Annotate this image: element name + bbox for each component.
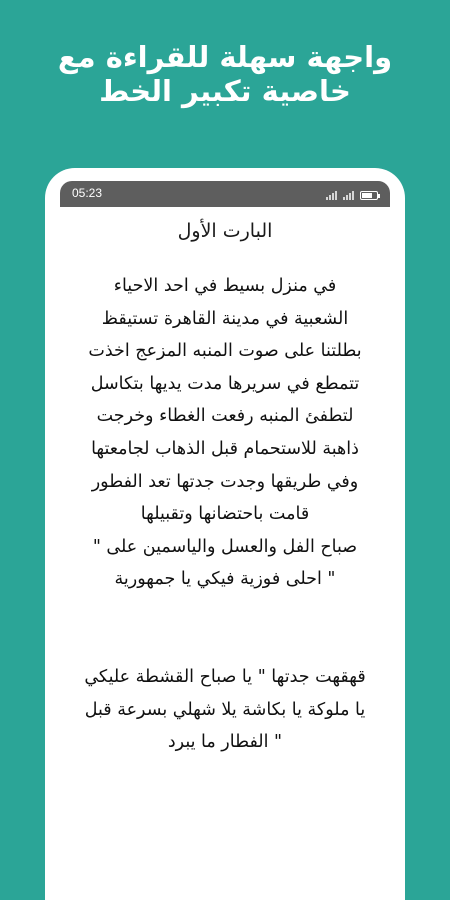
- story-line: الشعبية في مدينة القاهرة تستيقظ: [101, 308, 349, 329]
- status-time: 05:23: [72, 186, 103, 200]
- story-line: بطلتنا على صوت المنبه المزعج اخذت: [88, 341, 362, 362]
- story-line: في منزل بسيط في احد الاحياء: [113, 276, 337, 296]
- story-line: تتمطع في سريرها مدت يديها بتكاسل: [90, 373, 360, 394]
- status-icons: [326, 189, 378, 200]
- story-line: قامت باحتضانها وتقبيلها: [140, 504, 310, 525]
- story-line: ذاهبة للاستحمام قبل الذهاب لجامعتها: [91, 438, 359, 459]
- promo-title-line-1: واجهة سهلة للقراءة مع: [57, 40, 393, 74]
- story-line: يا ملوكة يا بكاشة يلا شهلي بسرعة قبل: [84, 699, 366, 720]
- story-line: " احلى فوزية فيكي يا جمهورية: [114, 569, 336, 590]
- battery-icon: [360, 191, 378, 200]
- story-text[interactable]: [68, 270, 382, 759]
- signal-icon: [326, 191, 337, 200]
- status-bar: [60, 181, 390, 207]
- story-line: وفي طريقها وجدت جدتها تعد الفطور: [91, 471, 359, 492]
- story-line: " الفطار ما يبرد: [167, 732, 283, 753]
- signal-icon: [343, 191, 354, 200]
- paragraph-gap: [68, 596, 382, 661]
- story-line: لتطفئ المنبه رفعت الغطاء وخرجت: [96, 406, 354, 427]
- promo-title-line-2: خاصية تكبير الخط: [99, 74, 351, 108]
- promo-title: [0, 40, 450, 108]
- chapter-title: البارت الأول: [177, 220, 273, 242]
- story-line: صباح الفل والعسل والياسمين على ": [92, 536, 358, 557]
- story-line: قهقهت جدتها " يا صباح القشطة عليكي: [84, 666, 366, 687]
